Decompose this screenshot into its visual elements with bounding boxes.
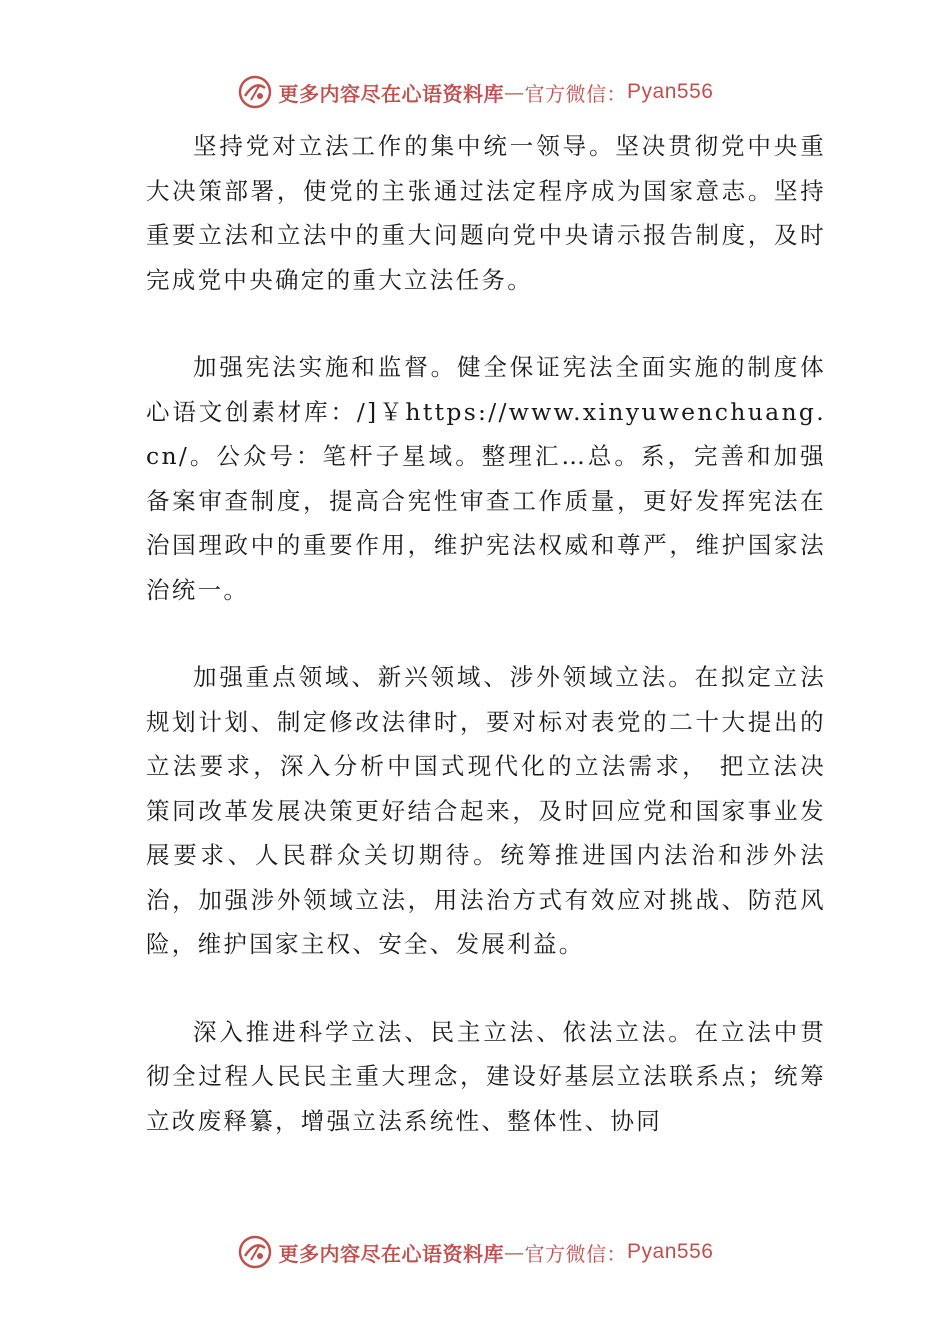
header-banner [0, 72, 950, 112]
paragraph-2: 加强宪法实施和监督。健全保证宪法全面实施的制度体心语文创素材库：/]￥https://www.xinyuwenchuang.cn/。公众号：笔杆子星域。整理汇…总。系，完善和加强备案审查制度，提高合宪性审查工作质量，更好发挥宪法在治国理政中的重要作用，维护宪法权威和尊严，维护国家法治统一。 [146, 353, 826, 604]
banner-separator: — [504, 80, 525, 104]
library-logo-icon [237, 1234, 273, 1270]
banner-handle: Pyan556 [627, 80, 714, 103]
paragraph-4: 深入推进科学立法、民主立法、依法立法。在立法中贯彻全过程人民民主重大理念，建设好基层立法联系点；统筹立改废释纂，增强立法系统性、整体性、协同 [146, 1017, 826, 1135]
footer-handle: Pyan556 [627, 1240, 714, 1263]
banner-brand: 更多内容尽在心语资料库 [278, 81, 505, 106]
paragraph-3: 加强重点领域、新兴领域、涉外领域立法。在拟定立法规划计划、制定修改法律时，要对标对表党的二十大提出的立法要求，深入分析中国式现代化的立法需求， 把立法决策同改革发展决策更好结合起来，及时回应党和国家事业发展要求、人民群众关切期待。统筹推进国内法治和涉外法治，加强涉外领域立法，用法治方式有效应对挑战、防范风险，维护国家主权、安全、发展利益。 [146, 663, 826, 958]
footer-banner [0, 1232, 950, 1272]
library-logo-icon [237, 74, 273, 110]
footer-brand: 更多内容尽在心语资料库 [278, 1241, 505, 1266]
document-body [146, 124, 826, 1186]
footer-separator: — [504, 1240, 525, 1264]
footer-contact-label: 官方微信： [524, 1241, 628, 1266]
banner-contact-label: 官方微信： [524, 81, 628, 106]
paragraph-1: 坚持党对立法工作的集中统一领导。坚决贯彻党中央重大决策部署，使党的主张通过法定程序成为国家意志。坚持重要立法和立法中的重大问题向党中央请示报告制度，及时完成党中央确定的重大立法任务。 [146, 132, 826, 294]
